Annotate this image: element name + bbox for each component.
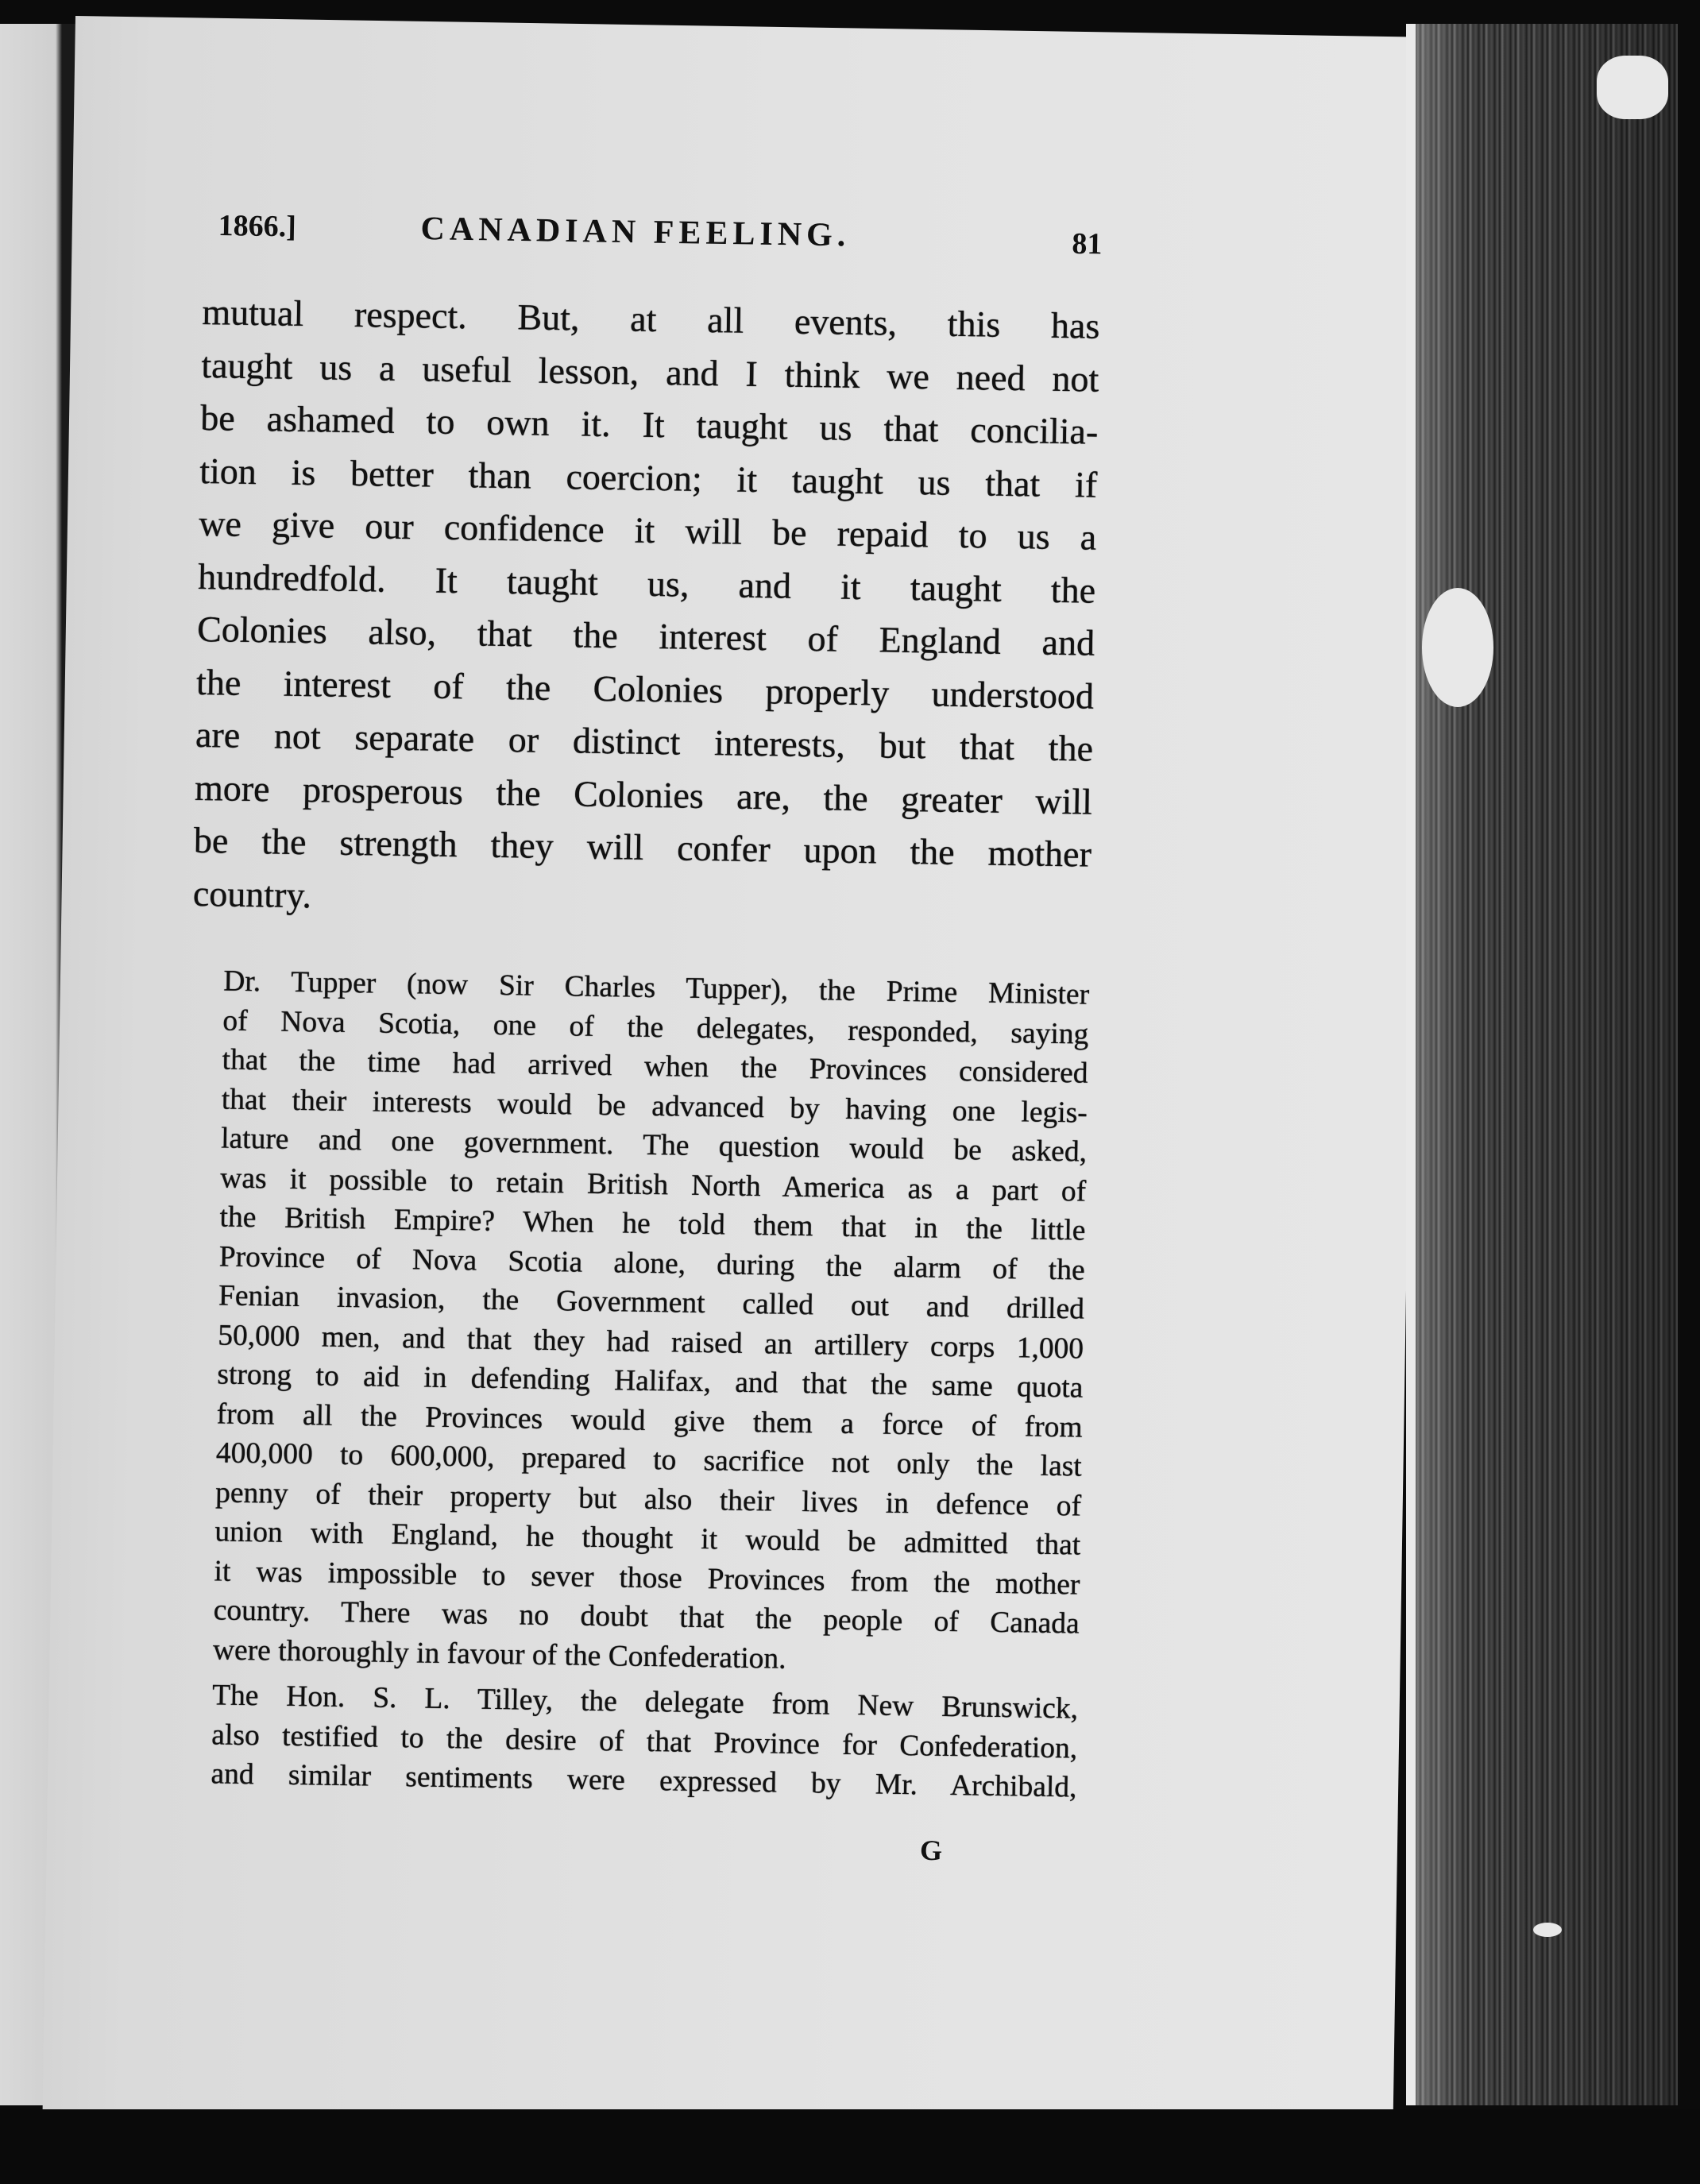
text-line: also testified to the desire of that Province for Confederation, (211, 1718, 1078, 1765)
text-line: more prosperous the Colonies are, the greater will (194, 767, 1093, 822)
text-line: Fenian invasion, the Government called out and drilled (218, 1279, 1085, 1326)
text-line: from all the Provinces would give them a force of from (216, 1397, 1083, 1444)
page-body (179, 286, 1100, 1807)
signature-mark: G (919, 1834, 943, 1867)
page-stack-edge (1406, 24, 1678, 2105)
text-line: Province of Nova Scotia alone, during the alarm of the (218, 1239, 1086, 1287)
text-line: are not separate or distinct interests, but that the (195, 713, 1094, 769)
text-line: and similar sentiments were expressed by Mr. Archibald, (211, 1757, 1077, 1804)
text-line: that their interests would be advanced by having one legis- (221, 1083, 1088, 1130)
paper-blemish (1422, 588, 1493, 707)
paragraph-continuation (192, 286, 1099, 934)
text-line: strong to aid in defending Halifax, and that the same quota (217, 1358, 1084, 1405)
text-line: tion is better than coercion; it taught us that if (199, 450, 1098, 505)
text-line: 400,000 to 600,000, prepared to sacrifice not only the last (215, 1436, 1083, 1483)
header-title: CANADIAN FEELING. (420, 211, 851, 254)
paragraph-tilley (179, 1676, 1078, 1807)
paper-blemish (1533, 1923, 1562, 1937)
text-line: be the strength they will confer upon the mother (193, 819, 1092, 875)
text-line: hundredfold. It taught us, and it taught the (197, 555, 1096, 611)
text-line: Dr. Tupper (now Sir Charles Tupper), the Prime Minister (222, 964, 1090, 1011)
text-line: were thoroughly in favour of the Confederation. (212, 1633, 786, 1676)
text-line: union with England, he thought it would be admitted that (214, 1515, 1081, 1562)
scanner-bottom-frame (0, 2109, 1700, 2184)
text-line: the interest of the Colonies properly understood (195, 661, 1095, 717)
header-year: 1866.] (218, 208, 297, 244)
text-line: we give our confidence it will be repaid to us a (198, 502, 1097, 558)
text-line: country. There was no doubt that the people of Canada (213, 1594, 1080, 1641)
text-line: of Nova Scotia, one of the delegates, responded, saying (222, 1004, 1089, 1051)
text-line: it was impossible to sever those Provinces from the mother (214, 1554, 1080, 1602)
text-line: that the time had arrived when the Provinces considered (222, 1043, 1088, 1090)
text-line: mutual respect. But, at all events, this has (202, 291, 1100, 346)
text-line: The Hon. S. L. Tilley, the delegate from New Brunswick, (211, 1679, 1079, 1726)
page-number: 81 (1072, 226, 1103, 261)
text-line: be ashamed to own it. It taught us that concilia- (199, 396, 1099, 452)
text-line: country. (192, 872, 312, 915)
text-line: was it possible to retain British North America as a part of (220, 1161, 1087, 1208)
text-line: Colonies also, that the interest of England and (196, 608, 1095, 663)
paper-blemish (1597, 56, 1668, 119)
paragraph-tupper (181, 961, 1090, 1683)
text-line: taught us a useful lesson, and I think we need not (201, 344, 1099, 400)
text-line: 50,000 men, and that they had raised an artillery corps 1,000 (217, 1318, 1084, 1366)
text-line: penny of their property but also their lives in defence of (214, 1475, 1082, 1523)
text-line: lature and one government. The question would be asked, (220, 1122, 1088, 1169)
text-line: the British Empire? When he told them that in the little (219, 1200, 1086, 1247)
